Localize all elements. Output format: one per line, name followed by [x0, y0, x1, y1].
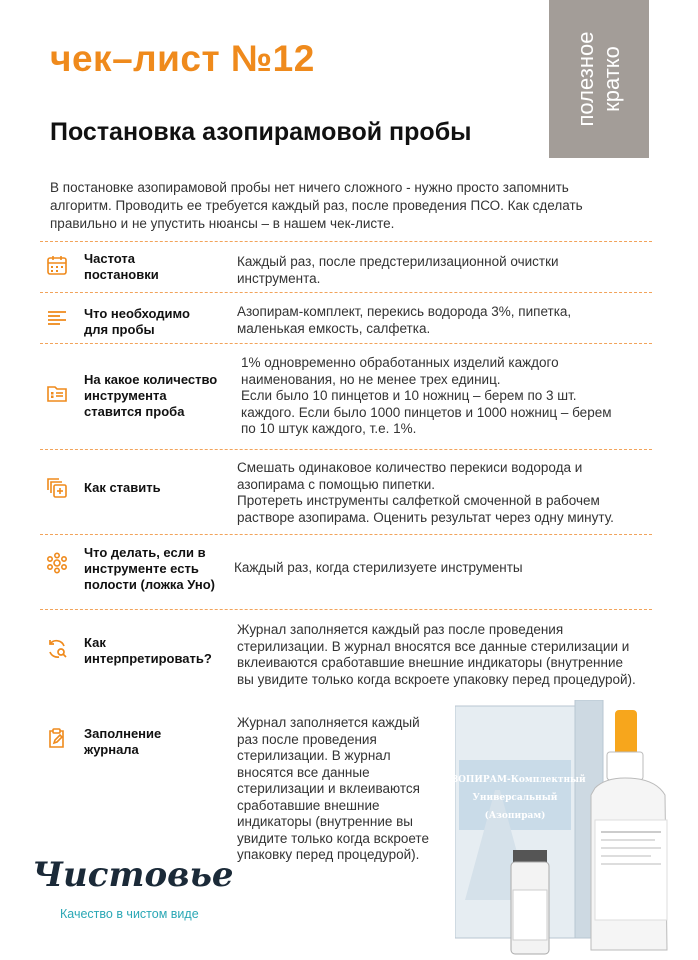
- side-tab-text: [573, 32, 625, 127]
- row-text: Каждый раз, когда стерилизуете инструменты: [234, 560, 523, 575]
- row-label: Как интерпретировать?: [84, 635, 212, 666]
- brand-tagline: Качество в чистом виде: [60, 907, 199, 921]
- row-cavities: [40, 534, 652, 607]
- row-text: Журнал заполняется каждый раз после проведения стерилизации. В журнал вносятся все данные стерилизации и вклеиваются сработавшие внешние индикаторы (внутренние вы увидите только когда вскроете упаковку перед процедурой).: [237, 715, 429, 862]
- folder-icon: [46, 382, 68, 404]
- side-tab: [549, 0, 649, 158]
- row-text: Смешать одинаковое количество перекиси водорода и азопирама с помощью пипетки. Протереть инструменты салфеткой смоченной в рабочем растворе азопирама. Оценить результат через одну минуту.: [237, 460, 614, 525]
- row-interpret: [40, 609, 652, 695]
- brand-logo: Чистовье: [32, 855, 234, 895]
- clipboard-edit-icon: [46, 727, 68, 749]
- page-subtitle: Постановка азопирамовой пробы: [50, 118, 472, 146]
- row-label: Что делать, если в инструменте есть полости (ложка Уно): [84, 545, 215, 592]
- box-label-2: Универсальный: [472, 793, 558, 803]
- side-tab-line-2: кратко: [599, 46, 624, 112]
- checklist-title: чек–лист №12: [50, 38, 315, 79]
- side-tab-line-1: полезное: [573, 31, 598, 127]
- row-label: Частота постановки: [84, 251, 159, 282]
- box-label-1: АЗОПИРАМ-Комплектный: [455, 775, 586, 785]
- row-label: Заполнение журнала: [84, 726, 162, 757]
- row-requirements: [40, 292, 652, 342]
- intro-paragraph: В постановке азопирамовой пробы нет ничего сложного - нужно просто запомнить алгоритм. Проводить ее требуется каждый раз, после проведения ПСО. Как сделать правильно и не упустить нюансы – в нашем чек-листе.: [50, 180, 583, 231]
- row-label: Что необходимо для пробы: [84, 306, 190, 337]
- row-text: Журнал заполняется каждый раз после проведения стерилизации. В журнал вносятся все данные стерилизации и вклеиваются сработавшие внешние индикаторы (внутренние вы увидите только когда вскроете упаковку перед процедурой).: [237, 622, 636, 687]
- row-label: На какое количество инструмента ставится проба: [84, 372, 218, 419]
- row-frequency: [40, 241, 652, 291]
- row-text: Азопирам-комплект, перекись водорода 3%, пипетка, маленькая емкость, салфетка.: [237, 304, 572, 336]
- refresh-search-icon: [46, 638, 68, 660]
- row-quantity: [40, 343, 652, 437]
- row-text: Каждый раз, после предстерилизационной очистки инструмента.: [237, 254, 559, 286]
- calendar-icon: [46, 254, 68, 276]
- molecule-icon: [46, 552, 68, 574]
- row-label: Как ставить: [84, 480, 161, 495]
- box-label-3: (Азопирам): [484, 811, 546, 821]
- copy-plus-icon: [46, 477, 68, 499]
- row-text: 1% одновременно обработанных изделий каждого наименования, но не менее трех единиц. Если было 10 пинцетов и 10 ножниц – берем по 3 шт. каждого. Если было 1000 пинцетов и 1000 ножниц – берем по 10 штук каждого, т.е. 1%.: [241, 355, 612, 436]
- row-how-to: [40, 449, 652, 534]
- list-icon: [46, 307, 68, 329]
- product-image: [455, 700, 675, 958]
